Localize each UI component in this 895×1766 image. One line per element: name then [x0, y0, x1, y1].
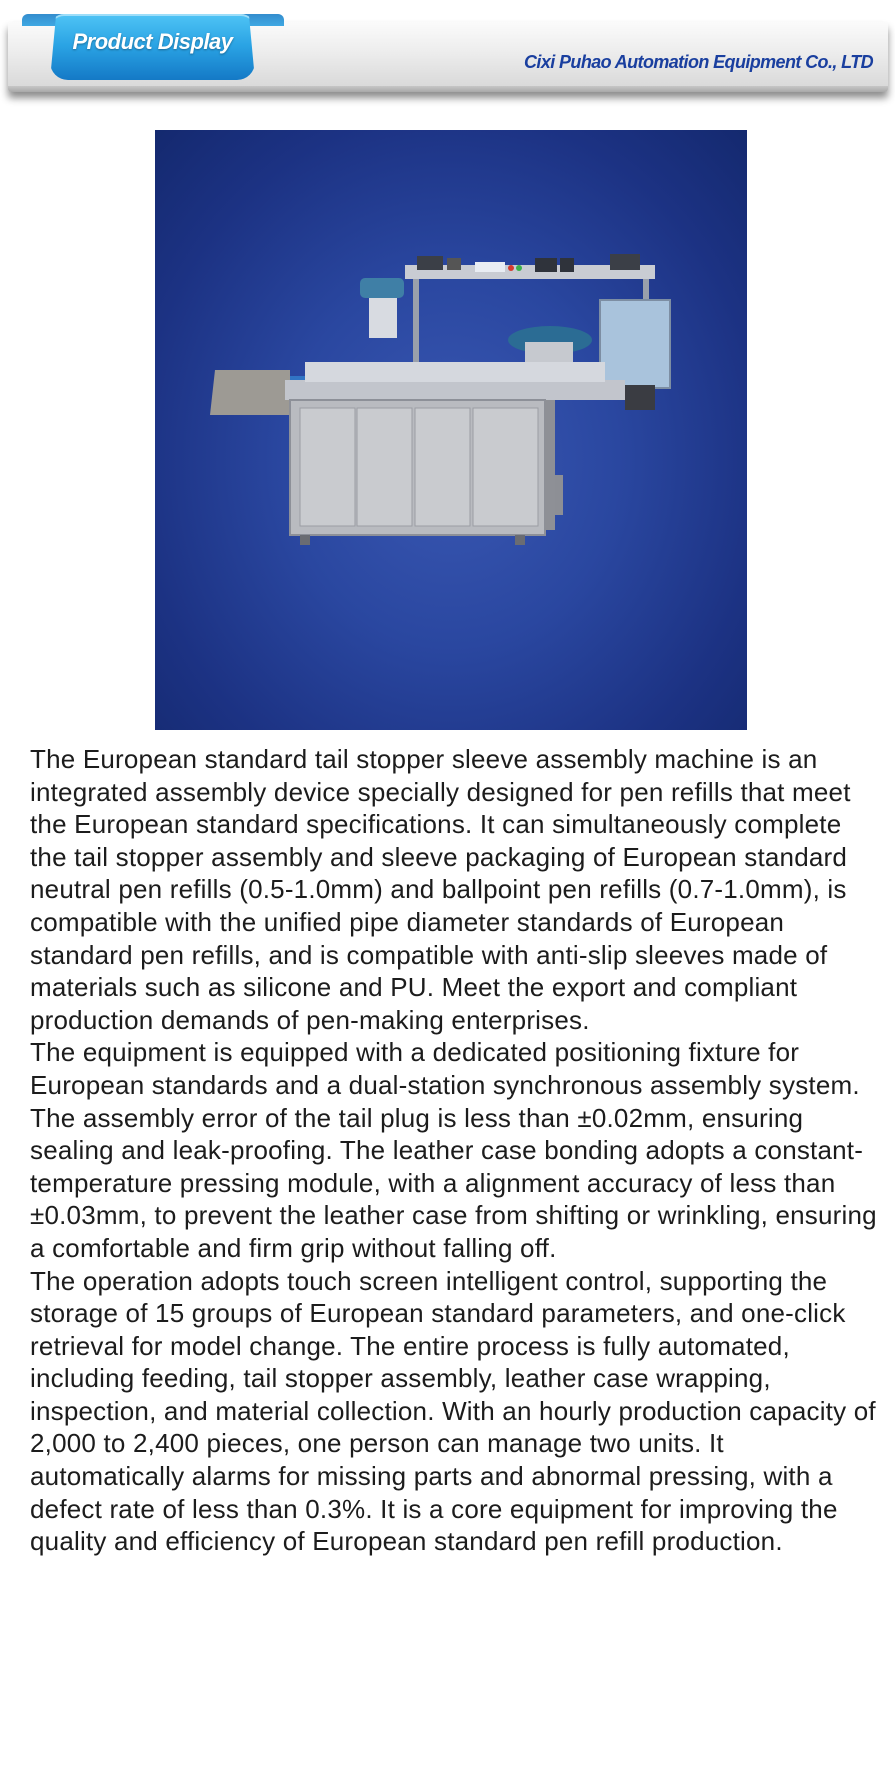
cabinet-door-3 — [415, 408, 470, 526]
outfeed-leg — [555, 475, 563, 515]
company-name: Cixi Puhao Automation Equipment Co., LTD — [524, 52, 873, 72]
worktable-top — [285, 380, 625, 400]
control-cabinet-door — [600, 300, 670, 388]
indicator-green — [516, 265, 522, 271]
product-description — [30, 743, 880, 1558]
outfeed-motor — [625, 385, 655, 410]
cabinet-door-4 — [473, 408, 538, 526]
machine-illustration — [155, 130, 747, 730]
indicator-red — [508, 265, 514, 271]
cabinet-door-2 — [357, 408, 412, 526]
product-photo — [155, 130, 747, 730]
cabinet-side — [545, 400, 555, 530]
infeed-chute — [210, 370, 290, 415]
valve-block-mid — [535, 258, 557, 272]
valve-block-left — [417, 256, 443, 270]
description-paragraph-1: The European standard tail stopper sleeve assembly machine is an integrated assembly device specially designed for pen refills that meet the European standard specifications. It can simultaneously complete the tail stopper assembly and sleeve packaging of European standard neutral pen refills (0.5-1.0mm) and ballpoint pen refills (0.7-1.0mm), is compatible with the unified pipe diameter standards of European standard pen refills, and is compatible with anti-slip sleeves made of materials such as silicone and PU. Meet the export and compliant production demands of pen-making enterprises. — [30, 744, 851, 1035]
left-feeder-column — [369, 298, 397, 338]
cabinet-door-1 — [300, 408, 355, 526]
valve-block-mid-2 — [560, 258, 574, 272]
assembly-rail — [305, 362, 605, 382]
caster-1 — [300, 535, 310, 545]
gantry-post-left — [413, 279, 419, 369]
valve-block-right — [610, 254, 640, 270]
description-paragraph-3: The operation adopts touch screen intelligent control, supporting the storage of 15 groups of European standard parameters, and one-click retrieval for model change. The entire process is fully automated, including feeding, tail stopper assembly, leather case wrapping, inspection, and material collection. With an hourly production capacity of 2,000 to 2,400 pieces, one person can manage two units. It automatically alarms for missing parts and abnormal pressing, with a defect rate of less than 0.3%. It is a core equipment for improving the quality and efficiency of European standard pen refill production. — [30, 1265, 876, 1557]
description-paragraph-2: The equipment is equipped with a dedicated positioning fixture for European standards and a dual-station synchronous assembly system. The assembly error of the tail plug is less than ±0.02mm, ensuring sealing and leak-proofing. The leather case bonding adopts a constant-temperature pressing module, with a alignment accuracy of less than ±0.03mm, to prevent the leather case from shifting or wrinkling, ensuring a comfortable and firm grip without falling off. — [30, 1037, 877, 1263]
product-display-tab-label: Product Display — [72, 29, 233, 54]
gantry-display — [475, 262, 505, 272]
left-feeder-bowl — [360, 278, 404, 298]
valve-left-2 — [447, 258, 461, 270]
caster-2 — [515, 535, 525, 545]
